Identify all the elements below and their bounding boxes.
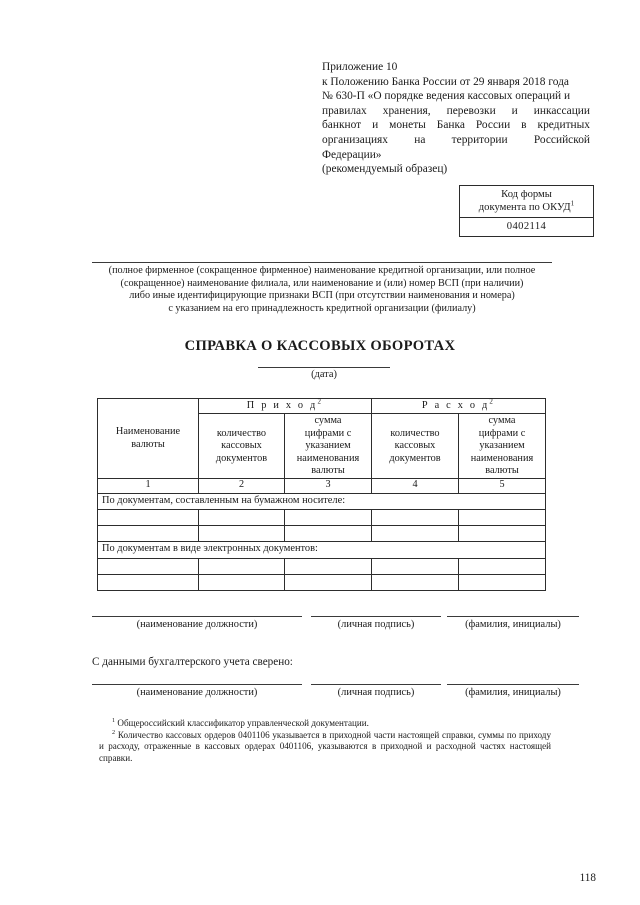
okud-title-line-2: документа по ОКУД (478, 202, 571, 213)
footnote-1 (99, 718, 551, 730)
cell-expense-amount[interactable] (459, 526, 546, 542)
header-expense-doc-count (372, 414, 459, 479)
table-section-header-paper (98, 493, 546, 509)
header-income-doc-count (199, 414, 285, 479)
okud-title (460, 186, 593, 218)
footnote-1-marker: 1 (112, 716, 116, 724)
section-label-paper-documents: По документам, составленным на бумажном носителе: (98, 493, 546, 509)
signature-block-verification (0, 684, 640, 710)
signature-position-rule (92, 616, 302, 617)
header-income-doc-count-line-1: количество (216, 427, 267, 439)
verification-position-rule (92, 684, 302, 685)
cell-currency-name[interactable] (98, 574, 199, 590)
header-income-amount-line-3: указанием (305, 440, 351, 452)
header-group-expense (372, 399, 546, 414)
header-income-amount-line-1: сумма (314, 415, 342, 427)
header-expense-amount-line-1: сумма (488, 415, 516, 427)
header-group-income-footnote: 2 (317, 397, 324, 406)
cell-income-doc-count[interactable] (199, 574, 285, 590)
header-group-income (199, 399, 372, 414)
cell-income-amount[interactable] (285, 574, 372, 590)
appendix-line-3: № 630-П «О порядке ведения кассовых операций и (322, 90, 571, 103)
footnote-1-text: Общероссийский классификатор управленческой документации. (117, 718, 369, 728)
appendix-line-6: организациях на территории Российской (322, 133, 590, 146)
document-title: СПРАВКА О КАССОВЫХ ОБОРОТАХ (184, 338, 456, 354)
org-caption-line-3: либо иные идентифицирующие признаки ВСП (при отсутствии наименования и номера) (129, 290, 515, 302)
verification-sign-rule (311, 684, 441, 685)
header-expense-amount-line-3: указанием (479, 440, 525, 452)
cell-income-doc-count[interactable] (199, 558, 285, 574)
table-group-header-row (98, 399, 546, 414)
footnote-2-text: Количество кассовых ордеров 0401106 указывается в приходной части настоящей справки, суммы по приходу и расходу, отраженные в кассовых ордерах 0401106, указываются в приходной и расходной частях настоящей справки. (99, 729, 551, 763)
footnote-2 (99, 730, 551, 765)
accounting-verification-note: С данными бухгалтерского учета сверено: (92, 656, 293, 668)
header-group-expense-label: Р а с х о д (421, 400, 490, 411)
column-number-5: 5 (459, 479, 546, 493)
section-label-electronic-documents: По документам в виде электронных документов: (98, 542, 546, 558)
footnote-2-marker: 2 (112, 728, 116, 736)
header-expense-doc-count-line-2: кассовых (394, 440, 436, 452)
cell-currency-name[interactable] (98, 510, 199, 526)
column-number-1: 1 (98, 479, 199, 493)
header-currency-name-line-1: Наименование (115, 426, 181, 438)
verification-sign-caption: (личная подпись) (337, 687, 415, 698)
verification-name-field[interactable] (447, 684, 579, 699)
header-income-doc-count-line-3: документов (215, 452, 268, 464)
signature-block-primary (0, 616, 640, 642)
signature-name-caption: (фамилия, инициалы) (465, 619, 561, 630)
verification-position-caption: (наименование должности) (136, 687, 258, 698)
cell-expense-amount[interactable] (459, 510, 546, 526)
table-row[interactable] (98, 526, 546, 542)
column-number-2: 2 (199, 479, 285, 493)
org-caption-line-2: (сокращенное) наименование филиала, или наименование и (или) номер ВСП (при наличии) (120, 277, 524, 289)
cell-expense-doc-count[interactable] (372, 510, 459, 526)
page-number: 118 (579, 872, 596, 884)
appendix-line-5: банкнот и монеты Банка России в кредитных (322, 119, 590, 132)
appendix-line-1: Приложение 10 (322, 61, 398, 73)
column-number-3: 3 (285, 479, 372, 493)
organization-name-caption (92, 265, 552, 315)
appendix-line-4: правилах хранения, перевозки и инкассации (322, 104, 590, 117)
header-income-doc-count-line-2: кассовых (221, 440, 262, 452)
cell-currency-name[interactable] (98, 526, 199, 542)
cell-currency-name[interactable] (98, 558, 199, 574)
table-column-number-row (98, 479, 546, 493)
organization-name-rule (92, 262, 552, 263)
cell-expense-doc-count[interactable] (372, 574, 459, 590)
okud-footnote-marker: 1 (570, 199, 575, 208)
cell-expense-doc-count[interactable] (372, 526, 459, 542)
signature-sign-rule (311, 616, 441, 617)
header-income-amount-line-5: валюты (311, 465, 345, 477)
appendix-line-2: к Положению Банка России от 29 января 2018 года (322, 75, 569, 88)
column-number-4: 4 (372, 479, 459, 493)
header-income-amount-line-2: цифрами с (304, 427, 352, 439)
verification-name-caption: (фамилия, инициалы) (465, 687, 561, 698)
table-section-header-electronic (98, 542, 546, 558)
header-expense-amount-line-4: наименования (470, 452, 534, 464)
header-expense-amount (459, 414, 546, 479)
cell-expense-amount[interactable] (459, 558, 546, 574)
table-row[interactable] (98, 574, 546, 590)
footnotes (99, 718, 551, 764)
table-row[interactable] (98, 558, 546, 574)
header-group-income-label: П р и х о д (246, 400, 318, 411)
header-income-amount (285, 414, 372, 479)
signature-position-field[interactable] (92, 616, 302, 631)
cash-turnover-table (97, 398, 546, 591)
header-currency-name-line-2: валюты (131, 438, 165, 450)
cell-income-amount[interactable] (285, 526, 372, 542)
header-currency-name (98, 399, 199, 479)
verification-position-field[interactable] (92, 684, 302, 699)
date-field-caption: (дата) (311, 369, 337, 380)
signature-sign-caption: (личная подпись) (337, 619, 415, 630)
signature-sign-field[interactable] (311, 616, 441, 631)
verification-name-rule (447, 684, 579, 685)
org-caption-line-4: с указанием на его принадлежность кредитной организации (филиалу) (168, 302, 476, 314)
okud-title-line-1: Код формы (501, 189, 552, 200)
signature-name-field[interactable] (447, 616, 579, 631)
date-field-rule (258, 367, 390, 368)
cell-expense-doc-count[interactable] (372, 558, 459, 574)
org-caption-line-1: (полное фирменное (сокращенное фирменное) наименование кредитной организации, или полное (108, 265, 536, 276)
verification-sign-field[interactable] (311, 684, 441, 699)
signature-name-rule (447, 616, 579, 617)
header-expense-amount-line-2: цифрами с (478, 427, 526, 439)
header-expense-doc-count-line-3: документов (389, 452, 441, 464)
cell-income-doc-count[interactable] (199, 526, 285, 542)
table-row[interactable] (98, 510, 546, 526)
cell-income-doc-count[interactable] (199, 510, 285, 526)
cell-income-amount[interactable] (285, 510, 372, 526)
cell-expense-amount[interactable] (459, 574, 546, 590)
appendix-reference (322, 60, 590, 177)
cell-income-amount[interactable] (285, 558, 372, 574)
okud-code-box (459, 185, 594, 237)
header-income-amount-line-4: наименования (296, 452, 360, 464)
okud-value: 0402114 (506, 221, 547, 232)
appendix-line-8: (рекомендуемый образец) (322, 163, 448, 176)
appendix-line-7: Федерации» (322, 148, 382, 161)
header-expense-amount-line-5: валюты (485, 465, 519, 477)
signature-position-caption: (наименование должности) (136, 619, 258, 630)
header-group-expense-footnote: 2 (489, 397, 496, 406)
header-expense-doc-count-line-1: количество (390, 427, 440, 439)
